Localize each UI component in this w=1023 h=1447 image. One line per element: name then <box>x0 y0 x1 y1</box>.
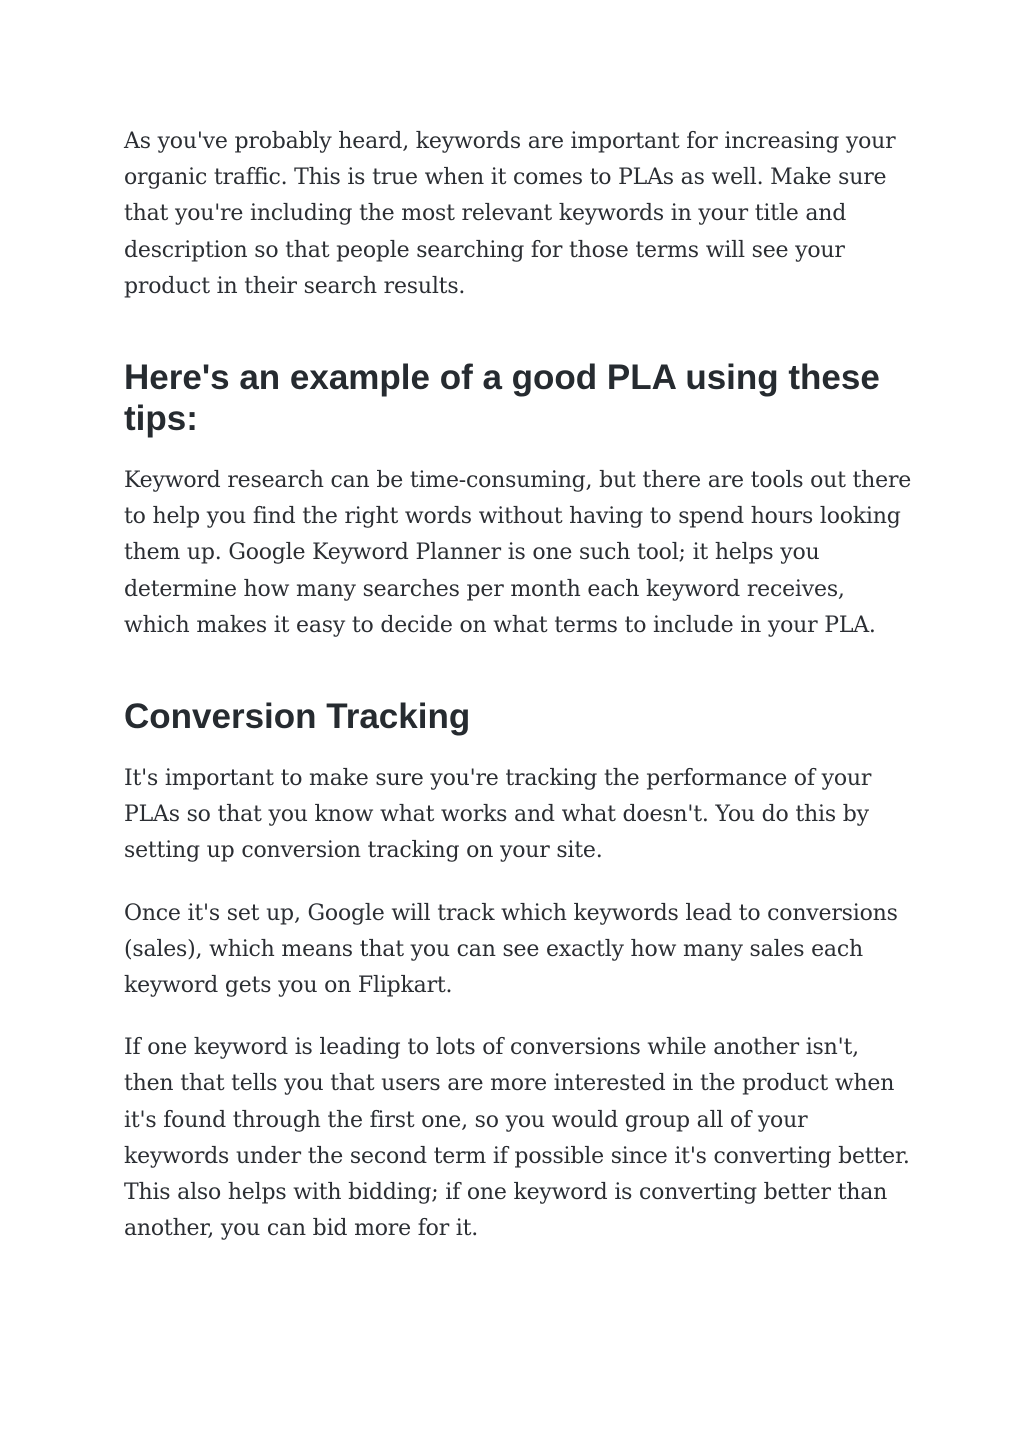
conversion-tracking-paragraph-2: Once it's set up, Google will track which keywords lead to conversions (sales), which means that you can see exactly how many sales each keyword gets you on Flipkart. <box>124 900 898 999</box>
conversion-tracking-paragraph-1: It's important to make sure you're tracking the performance of your PLAs so that you know what works and what doesn't. You do this by setting up conversion tracking on your site. <box>124 766 872 864</box>
document-page <box>124 124 914 1247</box>
intro-paragraph: As you've probably heard, keywords are important for increasing your organic traffic. This is true when it comes to PLAs as well. Make sure that you're including the most relevant keywords in your title and description so that people searching for those terms will see your product in their search results. <box>124 129 896 299</box>
section-heading-good-pla: Here's an example of a good PLA using these tips: <box>124 358 880 439</box>
section-heading-conversion-tracking: Conversion Tracking <box>124 697 471 737</box>
keyword-research-paragraph: Keyword research can be time-consuming, but there are tools out there to help you find the right words without having to spend hours looking them up. Google Keyword Planner is one such tool; it helps you determine how many searches per month each keyword receives, which makes it easy to decide on what terms to include in your PLA. <box>124 468 912 638</box>
conversion-tracking-paragraph-3: If one keyword is leading to lots of conversions while another isn't, then that tells you that users are more interested in the product when it's found through the first one, so you would group all of your keywords under the second term if possible since it's converting better. This also helps with bidding; if one keyword is converting better than another, you can bid more for it. <box>124 1035 910 1242</box>
